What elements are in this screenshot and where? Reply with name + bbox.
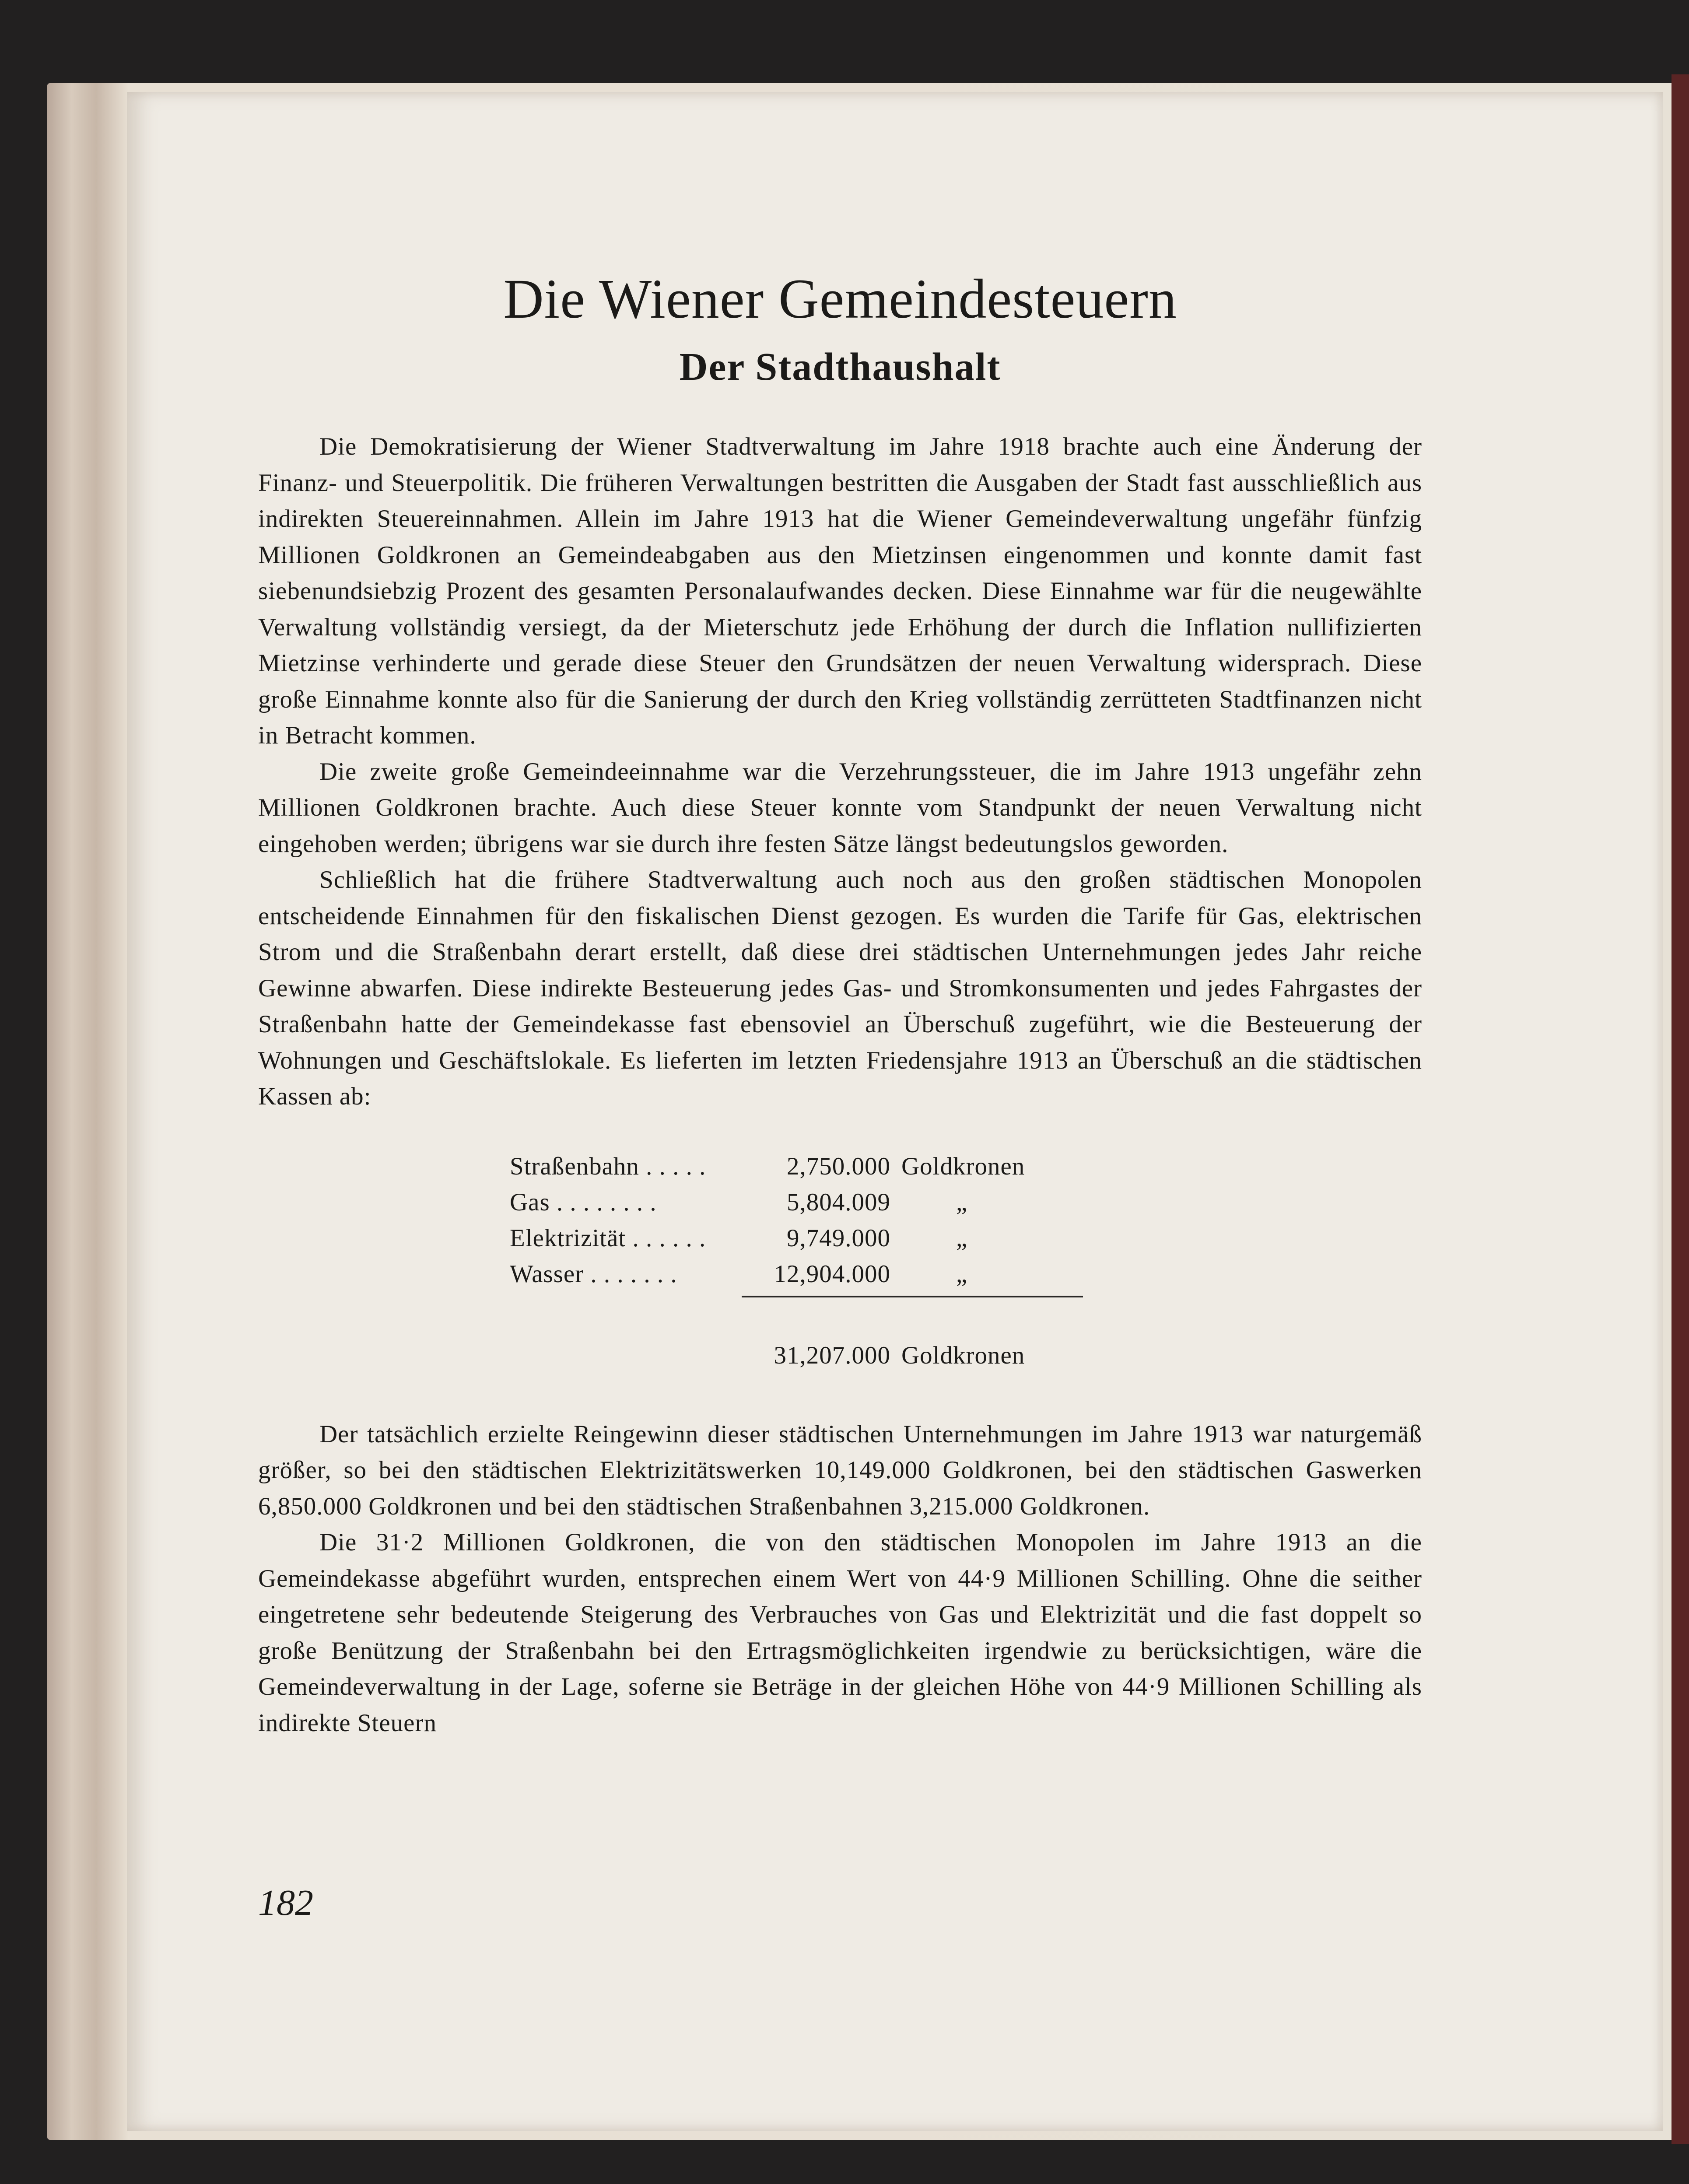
row-unit: „ xyxy=(956,1260,968,1288)
paragraph: Der tatsächlich erzielte Reingewinn dieser städtischen Unternehmungen im Jahre 1913 war naturgemäß größer, so bei den städtischen Elektrizitätswerken 10,149.000 Goldkronen, bei den städtischen Gaswerken 6,850.000 Goldkronen und bei den städtischen Straßenbahnen 3,215.000 Goldkronen. xyxy=(258,1420,1422,1520)
paragraph: Schließlich hat die frühere Stadtverwaltung auch noch aus den großen städtischen Monopolen entscheidende Einnahmen für den fiskalischen Dienst gezogen. Es wurden die Tarife für Gas, elektrischen Strom und die Straßenbahn derart erstellt, daß diese drei städtischen Unternehmungen jedes Jahr reiche Gewinne abwarfen. Diese indirekte Besteuerung jedes Gas- und Stromkonsumenten und jedes Fahrgastes der Straßenbahn hatte der Gemeindekasse fast ebensoviel an Überschuß zugeführt, wie die Besteuerung der Wohnungen und Geschäftslokale. Es lieferten im letzten Friedensjahre 1913 an Überschuß an die städtischen Kassen ab: xyxy=(258,866,1422,1110)
table-total-row xyxy=(510,1332,1083,1377)
total-unit: Goldkronen xyxy=(901,1341,1025,1369)
page-content xyxy=(258,166,1422,1741)
surplus-table xyxy=(510,1152,1083,1377)
sum-rule xyxy=(742,1297,1083,1332)
row-unit: Goldkronen xyxy=(901,1152,1025,1180)
paragraph: Die Demokratisierung der Wiener Stadtverwaltung im Jahre 1918 brachte auch eine Änderung der Finanz- und Steuerpolitik. Die früheren Verwaltungen bestritten die Ausgaben der Stadt fast ausschließlich aus indirekten Steuereinnahmen. Allein im Jahre 1913 hat die Wiener Gemeindeverwaltung ungefähr fünfzig Millionen Goldkronen an Gemeindeabgaben aus den Mietzinsen eingenommen und konnte damit fast siebenundsiebzig Prozent des gesamten Personalaufwandes decken. Diese Einnahme war für die neugewählte Verwaltung vollständig versiegt, da der Mieterschutz jede Erhöhung der durch die Inflation nullifizierten Mietzinse verhinderte und gerade diese Steuer den Grundsätzen der neuen Verwaltung widersprach. Diese große Einnahme konnte also für die Sanierung der durch den Krieg vollständig zerrütteten Stadtfinanzen nicht in Betracht kommen. xyxy=(258,433,1422,749)
row-amount: 5,804.009 xyxy=(787,1188,890,1216)
book-cover-edge xyxy=(1671,74,1689,2144)
row-amount: 12,904.000 xyxy=(774,1260,890,1288)
page-title: Die Wiener Gemeindesteuern xyxy=(503,268,1177,330)
total-amount: 31,207.000 xyxy=(774,1341,890,1369)
row-label: Gas . . . . . . . . xyxy=(510,1188,657,1216)
row-label: Wasser . . . . . . . xyxy=(510,1260,677,1288)
row-amount: 2,750.000 xyxy=(787,1152,890,1180)
row-label: Elektrizität . . . . . . xyxy=(510,1224,706,1252)
table-row xyxy=(510,1188,1083,1224)
row-unit: „ xyxy=(956,1224,968,1252)
paragraph: Die 31·2 Millionen Goldkronen, die von den städtischen Monopolen im Jahre 1913 an die Gemeindekasse abgeführt wurden, entsprechen einem Wert von 44·9 Millionen Schilling. Ohne die seither eingetretene sehr bedeutende Steigerung des Verbrauches von Gas und Elektrizität und die fast doppelt so große Benützung der Straßenbahn bei den Ertragsmöglichkeiten irgendwie zu berücksichtigen, wäre die Gemeindeverwaltung in der Lage, soferne sie Beträge in der gleichen Höhe von 44·9 Millionen Schilling als indirekte Steuern xyxy=(258,1528,1422,1737)
paragraph: Die zweite große Gemeindeeinnahme war die Verzehrungssteuer, die im Jahre 1913 ungefähr zehn Millionen Goldkronen brachte. Auch diese Steuer konnte vom Standpunkt der neuen Verwaltung nicht eingehoben werden; übrigens war sie durch ihre festen Sätze längst bedeutungslos geworden. xyxy=(258,757,1422,858)
section-subtitle: Der Stadthaushalt xyxy=(679,345,1001,389)
page-number: 182 xyxy=(258,1883,313,1923)
sum-rule-row xyxy=(510,1297,1083,1332)
table-row xyxy=(510,1224,1083,1260)
row-unit: „ xyxy=(956,1188,968,1216)
table-row xyxy=(510,1152,1083,1188)
row-amount: 9,749.000 xyxy=(787,1224,890,1252)
row-label: Straßenbahn . . . . . xyxy=(510,1152,706,1180)
table-row xyxy=(510,1260,1083,1297)
